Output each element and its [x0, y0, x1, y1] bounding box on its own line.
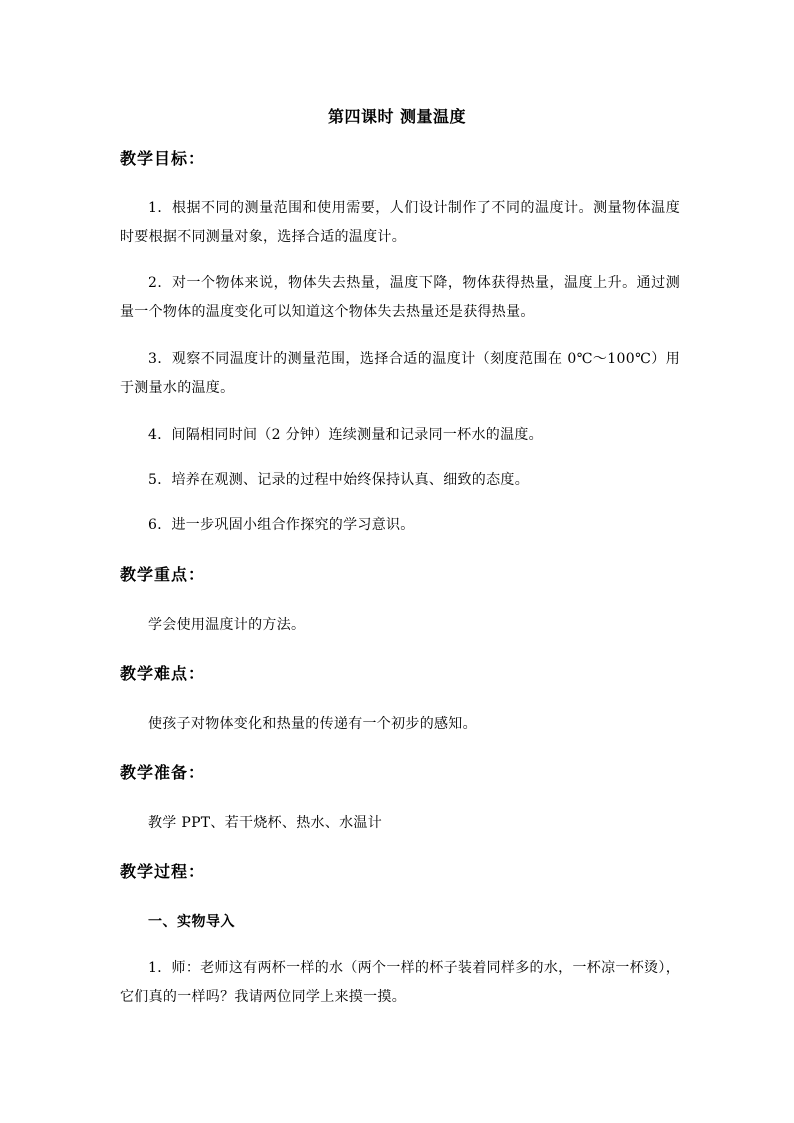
objective-item-6: 6．进一步巩固小组合作探究的学习意识。	[148, 517, 415, 533]
process-heading: 教学过程：	[120, 862, 206, 881]
objective-item-2: 2．对一个物体来说，物体失去热量，温度下降，物体获得热量，温度上升。通过测量一个物体的温度变化可以知道这个物体失去热量还是获得热量。	[120, 275, 680, 320]
preparation-heading: 教学准备：	[120, 763, 206, 782]
objective-item-1: 1．根据不同的测量范围和使用需要，人们设计制作了不同的温度计。测量物体温度时要根据不同测量对象，选择合适的温度计。	[120, 200, 680, 245]
objective-item-4: 4．间隔相同时间（2 分钟）连续测量和记录同一杯水的温度。	[148, 427, 543, 443]
key-points-heading: 教学重点：	[120, 565, 206, 584]
objective-item-5: 5．培养在观测、记录的过程中始终保持认真、细致的态度。	[148, 472, 530, 488]
objective-item-3: 3．观察不同温度计的测量范围，选择合适的温度计（刻度范围在 0℃～100℃）用于测量水的温度。	[120, 351, 680, 396]
key-points-text: 学会使用温度计的方法。	[148, 617, 306, 633]
process-item-1: 1．师：老师这有两杯一样的水（两个一样的杯子装着同样多的水，一杯凉一杯烫），它们真的一样吗？我请两位同学上来摸一摸。	[120, 960, 680, 1005]
document-title: 第四课时 测量温度	[327, 107, 467, 126]
process-section-1-heading: 一、实物导入	[148, 914, 235, 930]
difficulties-text: 使孩子对物体变化和热量的传递有一个初步的感知。	[148, 716, 477, 732]
objectives-heading: 教学目标：	[120, 149, 206, 168]
difficulties-heading: 教学难点：	[120, 664, 206, 683]
preparation-text: 教学 PPT、若干烧杯、热水、水温计	[148, 815, 383, 831]
